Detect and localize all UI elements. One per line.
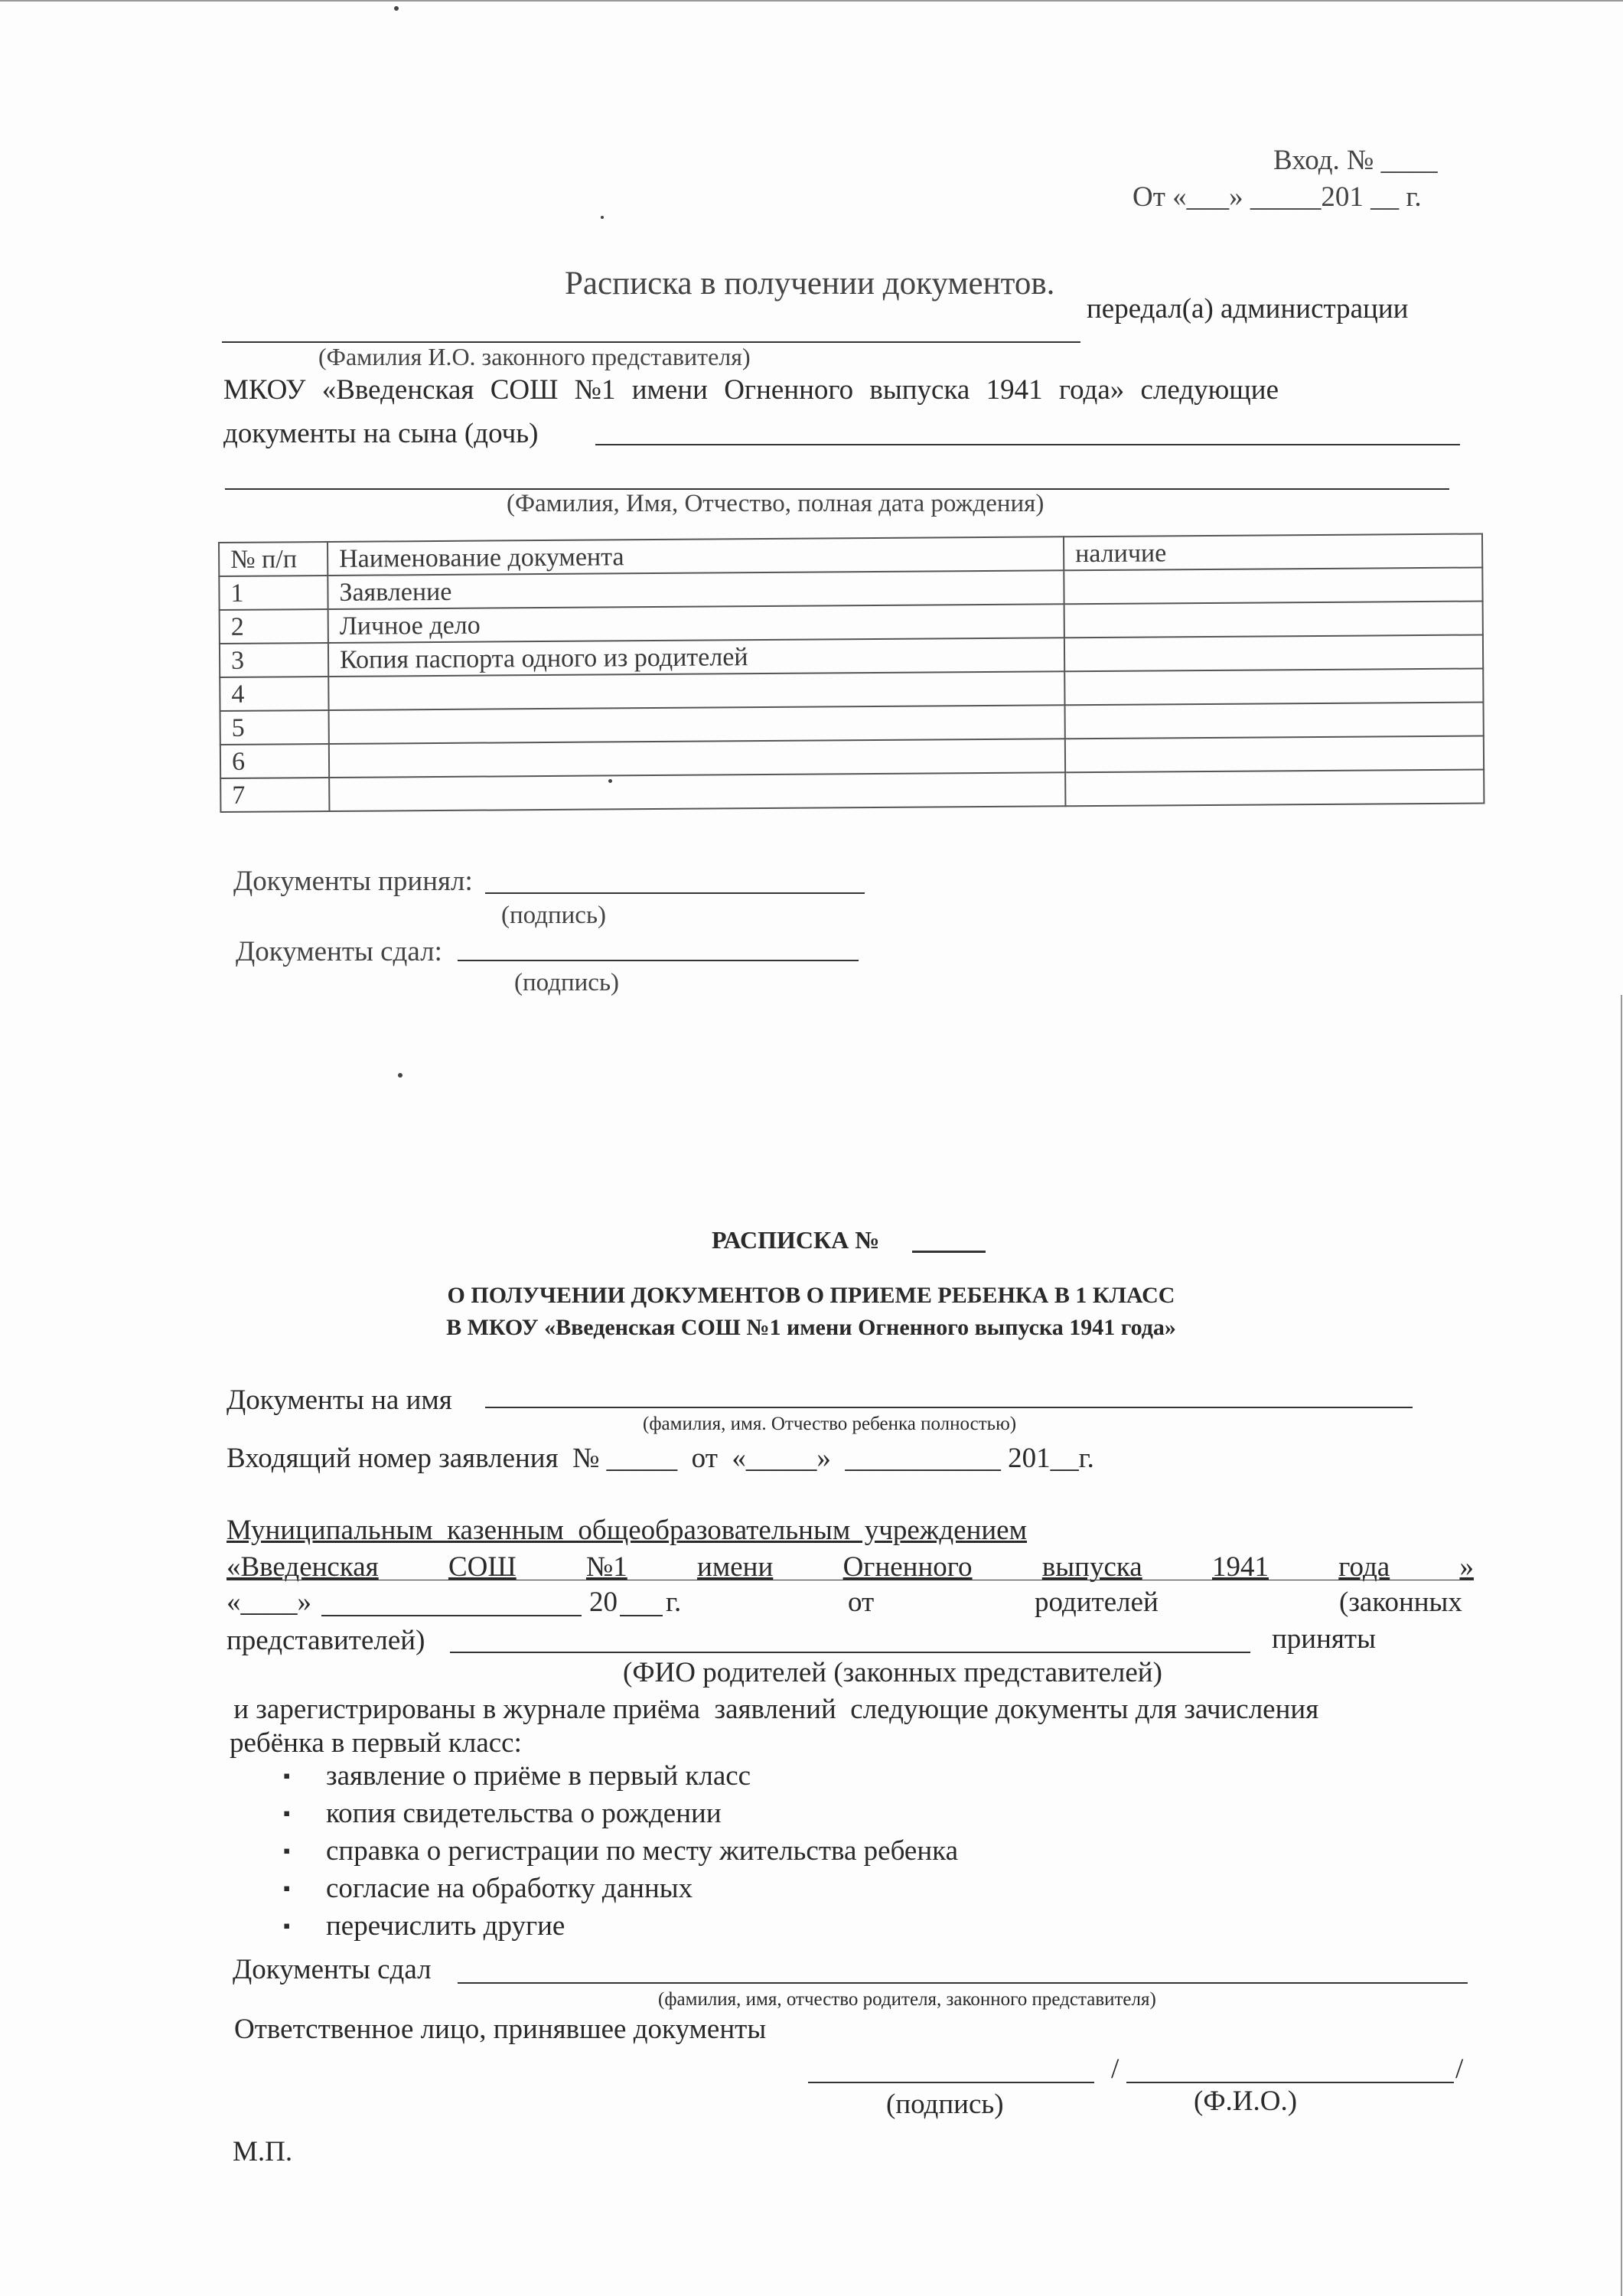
registered-line-2: ребёнка в первый класс: <box>230 1727 522 1759</box>
header-number: № п/п <box>219 542 328 576</box>
word: выпуска <box>1041 1551 1142 1583</box>
row-document-name[interactable] <box>329 705 1065 744</box>
representatives-name-line[interactable] <box>450 1652 1250 1653</box>
docs-for-label: Документы на имя <box>227 1384 452 1416</box>
handed-label-2: Документы сдал <box>233 1954 432 1985</box>
signature-caption: (подпись) <box>886 2089 1004 2120</box>
row-number: 2 <box>220 609 328 644</box>
row-presence[interactable] <box>1064 634 1483 671</box>
docs-for-caption: (фамилия, имя. Отчество ребенка полностью) <box>643 1414 1017 1434</box>
row-presence[interactable] <box>1064 668 1483 705</box>
receipt-2-subtitle-1: О ПОЛУЧЕНИИ ДОКУМЕНТОВ О ПРИЕМЕ РЕБЕНКА В 1 КЛАСС <box>447 1283 1175 1308</box>
row-presence[interactable] <box>1065 735 1484 772</box>
documents-list <box>283 1757 958 1945</box>
receipt-number-line[interactable] <box>912 1251 986 1253</box>
row-number: 3 <box>220 643 328 677</box>
row-number: 6 <box>220 744 329 778</box>
handed-name-line[interactable] <box>458 1982 1468 1984</box>
receipt-date: От «___» _____201 __ г. <box>1133 181 1422 213</box>
handed-caption: (подпись) <box>514 969 619 996</box>
word: «Введенская <box>227 1551 379 1583</box>
school-line: МКОУ «Введенская СОШ №1 имени Огненного выпуска 1941 года» следующие <box>223 374 1279 406</box>
word: » <box>1459 1551 1474 1583</box>
child-caption: (Фамилия, Имя, Отчество, полная дата рождения) <box>507 490 1045 517</box>
row-presence[interactable] <box>1064 567 1482 604</box>
word: СОШ <box>448 1551 517 1583</box>
handed-caption-2: (фамилия, имя, отчество родителя, законного представителя) <box>658 1989 1156 2010</box>
slash: / <box>1111 2053 1119 2085</box>
seal-placeholder: М.П. <box>233 2136 293 2167</box>
word: №1 <box>585 1551 627 1583</box>
date-parents: родителей <box>1035 1587 1159 1618</box>
row-document-name[interactable] <box>328 671 1064 710</box>
responsible-label: Ответственное лицо, принявшее документы <box>234 2014 767 2045</box>
receipt-2-subtitle-2: В МКОУ «Введенская СОШ №1 имени Огненного выпуска 1941 года» <box>446 1315 1176 1340</box>
word: Огненного <box>842 1551 973 1583</box>
handed-over-text: передал(а) администрации <box>1087 293 1409 325</box>
row-number: 1 <box>219 576 328 610</box>
accepted-word: приняты <box>1272 1623 1376 1655</box>
speck <box>601 216 604 219</box>
list-item: ▪ согласие на обработку данных <box>283 1870 958 1907</box>
representatives-label: представителей) <box>227 1625 425 1656</box>
row-presence[interactable] <box>1065 769 1484 806</box>
list-item: ▪ справка о регистрации по месту жительства ребенка <box>283 1832 958 1870</box>
list-item: ▪ перечислить другие <box>283 1907 958 1945</box>
fio-caption: (Ф.И.О.) <box>1194 2086 1298 2117</box>
list-item: ▪ заявление о приёме в первый класс <box>283 1757 958 1795</box>
word: имени <box>697 1551 774 1583</box>
row-number: 7 <box>220 778 329 812</box>
institution-line-1: Муниципальным казенным общеобразовательным учреждением <box>227 1515 1028 1546</box>
documents-table <box>218 533 1484 813</box>
slash: / <box>1455 2053 1464 2085</box>
registered-line-1: и зарегистрированы в журнале приёма заявлений следующие документы для зачисления <box>227 1694 1319 1725</box>
row-document-name: Копия паспорта одного из родителей <box>328 638 1064 677</box>
responsible-fio-line[interactable] <box>1126 2082 1454 2083</box>
incoming-number-line: Входящий номер заявления № _____ от «_____» ___________ 201__г. <box>227 1443 1094 1474</box>
date-legal: (законных <box>1339 1587 1462 1618</box>
speck <box>394 6 399 11</box>
row-document-name: Заявление <box>328 570 1064 609</box>
responsible-signature-line[interactable] <box>808 2082 1094 2083</box>
header-document-name: Наименование документа <box>328 536 1064 576</box>
receipt-1-title: Расписка в получении документов. <box>565 266 1055 302</box>
receipt-2-title: РАСПИСКА № <box>712 1226 880 1254</box>
row-document-name[interactable] <box>329 772 1065 811</box>
incoming-number: Вход. № ____ <box>1273 145 1438 176</box>
row-document-name: Личное дело <box>328 604 1064 643</box>
word: года <box>1338 1551 1390 1583</box>
row-number: 5 <box>220 710 329 745</box>
parent-caption: (Фамилия И.О. законного представителя) <box>318 343 751 370</box>
date-day: «____» <box>227 1587 311 1618</box>
accepted-signature-line[interactable] <box>485 892 865 894</box>
header-presence: наличие <box>1064 533 1482 570</box>
date-month-line[interactable] <box>321 1615 582 1616</box>
child-full-name-line[interactable] <box>485 1407 1413 1408</box>
child-line-label: документы на сына (дочь) <box>223 418 539 449</box>
handed-signature-line[interactable] <box>458 960 859 961</box>
row-presence[interactable] <box>1064 601 1483 638</box>
speck <box>398 1073 402 1078</box>
word: 1941 <box>1211 1551 1269 1583</box>
accepted-caption: (подпись) <box>501 902 606 929</box>
child-name-line-1 <box>595 444 1460 445</box>
date-year-line[interactable] <box>620 1615 663 1616</box>
handed-label: Документы сдал: <box>236 936 442 967</box>
scan-top-edge <box>0 0 1623 2</box>
date-from: от <box>848 1587 875 1618</box>
date-g: г. <box>666 1587 682 1618</box>
list-item: ▪ копия свидетельства о рождении <box>283 1795 958 1832</box>
date-year: 20 <box>589 1587 618 1618</box>
accepted-label: Документы принял: <box>233 866 473 897</box>
scan-right-edge <box>1621 995 1622 2296</box>
row-document-name[interactable] <box>329 739 1065 778</box>
row-presence[interactable] <box>1065 702 1484 739</box>
row-number: 4 <box>220 677 328 711</box>
representatives-caption: (ФИО родителей (законных представителей) <box>623 1657 1162 1688</box>
